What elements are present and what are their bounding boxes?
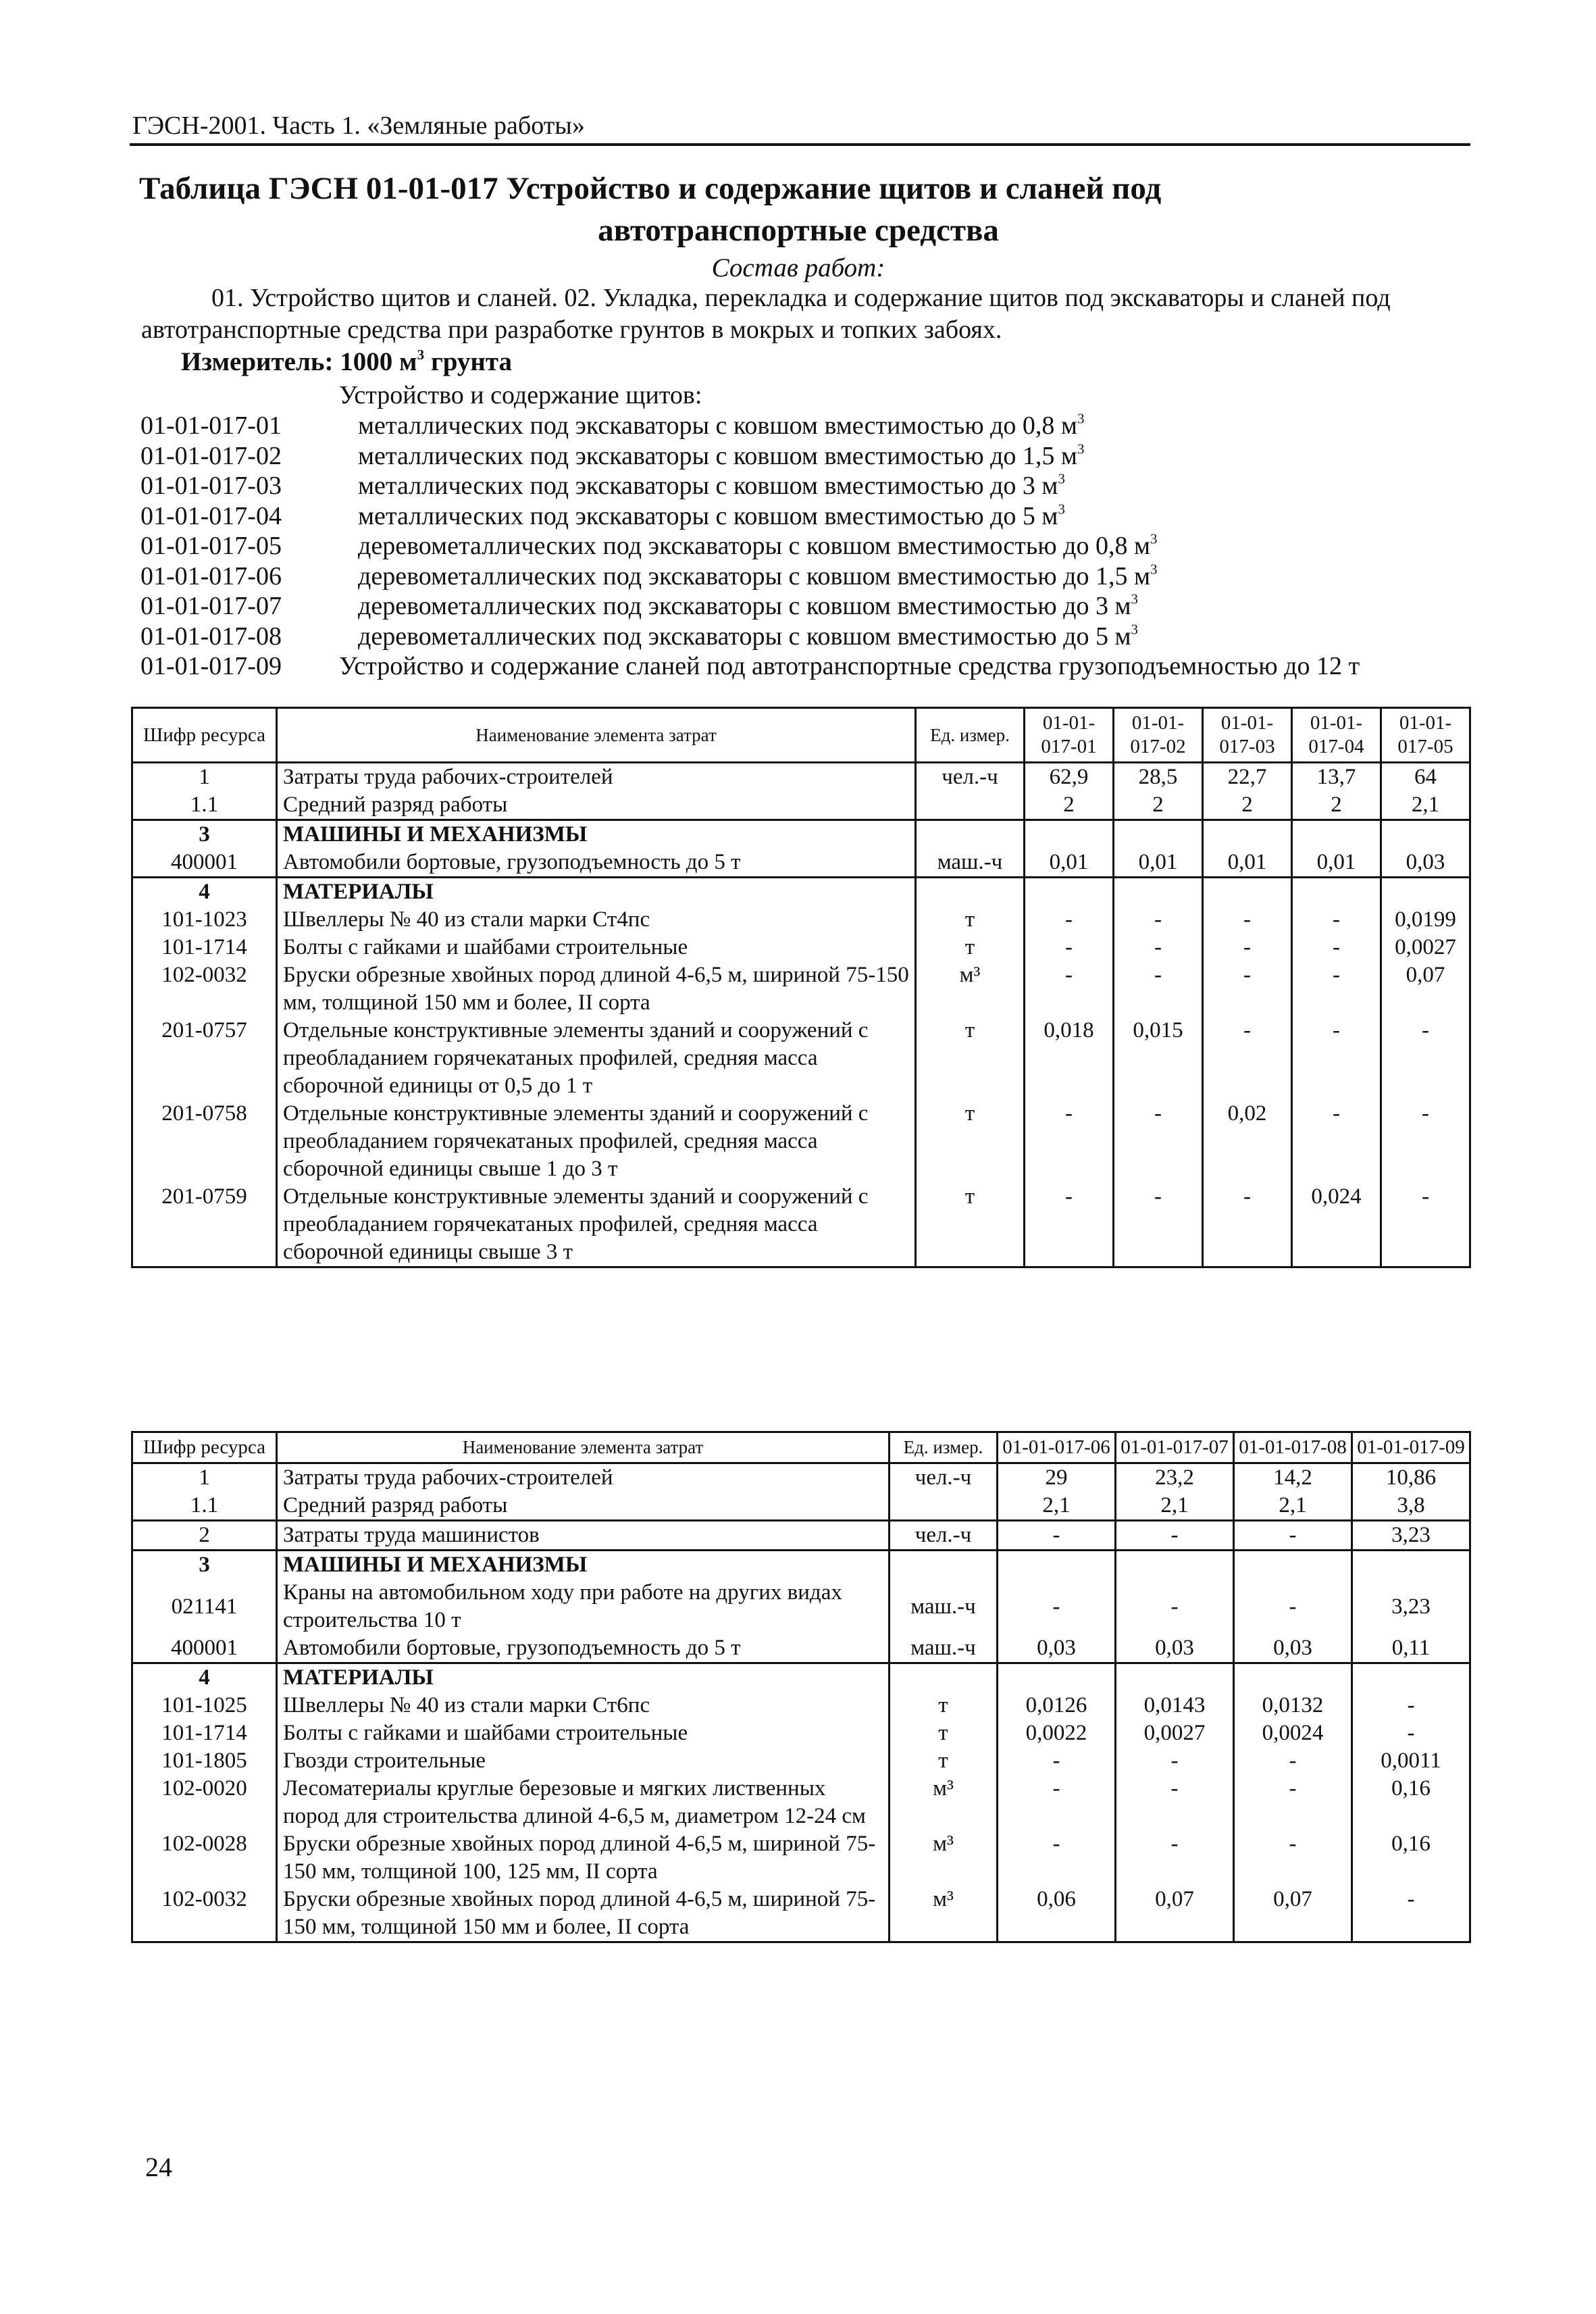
row-code: 101-1714 xyxy=(132,1719,277,1747)
row-code: 3 xyxy=(132,1551,277,1580)
code-list-desc-text: деревометаллических под экскаваторы с ковшом вместимостью до 0,8 м xyxy=(358,532,1150,560)
row-value: 0,0199 xyxy=(1381,906,1470,934)
code-list-item xyxy=(140,651,1471,682)
table-row xyxy=(132,1634,1470,1663)
row-value: - xyxy=(998,1579,1116,1634)
row-name: Бруски обрезные хвойных пород длиной 4-6,5 м, шириной 75-150 мм, толщиной 100, 125 мм, II сорта xyxy=(277,1830,890,1886)
row-value: 0,16 xyxy=(1352,1830,1470,1886)
row-value: - xyxy=(998,1747,1116,1775)
row-code: 101-1805 xyxy=(132,1747,277,1775)
code-list-desc xyxy=(358,531,1157,561)
resource-table-2 xyxy=(131,1431,1471,1943)
codes-heading: Устройство и содержание щитов: xyxy=(339,381,702,409)
row-value: - xyxy=(1381,1183,1470,1267)
code-list-code: 01-01-017-09 xyxy=(140,652,282,680)
row-unit xyxy=(916,878,1025,907)
row-unit: т xyxy=(916,906,1025,934)
row-value: - xyxy=(1025,1100,1114,1183)
row-value: - xyxy=(998,1521,1116,1551)
row-unit: чел.-ч xyxy=(890,1463,998,1492)
table-row xyxy=(132,1017,1470,1100)
table-row xyxy=(132,1663,1470,1692)
header-unit: Ед. измер. xyxy=(890,1432,998,1463)
code-list-desc xyxy=(358,622,1138,651)
table-title-line-2: автотранспортные средства xyxy=(598,213,999,248)
row-value: 2,1 xyxy=(1234,1492,1352,1521)
row-value: 0,11 xyxy=(1352,1634,1470,1663)
row-value: - xyxy=(1292,1017,1381,1100)
table-row xyxy=(132,1579,1470,1634)
code-list-code: 01-01-017-08 xyxy=(140,622,282,651)
code-list-desc-sup: 3 xyxy=(1131,590,1138,607)
row-value: 10,86 xyxy=(1352,1463,1470,1492)
meter-label: Измеритель: 1000 м xyxy=(181,347,417,376)
row-value: 2 xyxy=(1292,791,1381,820)
row-code: 201-0757 xyxy=(132,1017,277,1100)
row-value xyxy=(1116,1663,1234,1692)
row-value: 14,2 xyxy=(1234,1463,1352,1492)
header-column-code: 01-01-017-04 xyxy=(1292,708,1381,763)
row-value: 0,06 xyxy=(998,1886,1116,1942)
code-list-code: 01-01-017-02 xyxy=(140,441,282,470)
code-list-desc-text: Устройство и содержание сланей под автотранспортные средства грузоподъемностью до 12 т xyxy=(339,652,1360,680)
code-list-item xyxy=(140,471,1471,501)
row-value: 29 xyxy=(998,1463,1116,1492)
row-value: 64 xyxy=(1381,763,1470,792)
row-value xyxy=(1025,820,1114,849)
row-unit xyxy=(890,1663,998,1692)
row-value: 0,03 xyxy=(1381,849,1470,878)
code-list-desc-text: деревометаллических под экскаваторы с ковшом вместимостью до 1,5 м xyxy=(358,561,1150,590)
row-code: 021141 xyxy=(132,1579,277,1634)
row-unit: т xyxy=(916,1183,1025,1267)
row-code: 4 xyxy=(132,1663,277,1692)
table-row xyxy=(132,934,1470,961)
table-header-row xyxy=(132,708,1470,763)
row-name: Бруски обрезные хвойных пород длиной 4-6,5 м, шириной 75-150 мм, толщиной 150 мм и более, II сорта xyxy=(277,1886,890,1942)
code-list-item xyxy=(140,411,1471,441)
row-name: Затраты труда машинистов xyxy=(277,1521,890,1551)
table-row xyxy=(132,1775,1470,1830)
header-column-code: 01-01-017-09 xyxy=(1352,1432,1470,1463)
composition-body: 01. Устройство щитов и сланей. 02. Укладка, перекладка и содержание щитов под экскаваторы и сланей под автотранспортные средства при разработке грунтов в мокрых и топких забоях. xyxy=(141,284,1391,344)
row-unit: м³ xyxy=(916,961,1025,1017)
row-value: - xyxy=(1114,934,1203,961)
row-value: - xyxy=(1292,906,1381,934)
code-list-desc xyxy=(358,411,1084,441)
code-list-desc-text: металлических под экскаваторы с ковшом вместимостью до 5 м xyxy=(358,501,1058,530)
row-value: 0,024 xyxy=(1292,1183,1381,1267)
row-value: 0,03 xyxy=(1116,1634,1234,1663)
row-value: - xyxy=(1203,1017,1292,1100)
header-name: Наименование элемента затрат xyxy=(277,1432,890,1463)
code-list-desc xyxy=(339,651,1360,681)
code-list-desc-text: металлических под экскаваторы с ковшом вместимостью до 1,5 м xyxy=(358,441,1077,470)
row-value: 22,7 xyxy=(1203,763,1292,792)
row-value: 2,1 xyxy=(1381,791,1470,820)
code-list-desc-sup: 3 xyxy=(1077,440,1085,457)
row-name: МАШИНЫ И МЕХАНИЗМЫ xyxy=(277,1551,890,1580)
row-value: - xyxy=(998,1830,1116,1886)
header-rule xyxy=(130,143,1470,146)
row-value: 0,0143 xyxy=(1116,1692,1234,1719)
code-list-desc-text: деревометаллических под экскаваторы с ковшом вместимостью до 3 м xyxy=(358,592,1131,620)
row-value: - xyxy=(1234,1747,1352,1775)
row-value: 0,0132 xyxy=(1234,1692,1352,1719)
row-unit: т xyxy=(890,1719,998,1747)
table-row xyxy=(132,1747,1470,1775)
row-value: - xyxy=(1203,906,1292,934)
row-value: - xyxy=(1234,1579,1352,1634)
row-value: 2,1 xyxy=(1116,1492,1234,1521)
meter-suffix: грунта xyxy=(424,347,512,376)
row-value: - xyxy=(1234,1830,1352,1886)
row-value: - xyxy=(1292,1100,1381,1183)
row-unit xyxy=(916,820,1025,849)
row-value: 0,03 xyxy=(998,1634,1116,1663)
table-row xyxy=(132,763,1470,792)
running-header: ГЭСН-2001. Часть 1. «Земляные работы» xyxy=(132,111,585,140)
row-value xyxy=(1352,1551,1470,1580)
row-value: 2 xyxy=(1025,791,1114,820)
composition-text xyxy=(141,282,1468,346)
row-name: Швеллеры № 40 из стали марки Ст4пс xyxy=(277,906,916,934)
meter-line xyxy=(181,347,512,377)
row-value: 0,0024 xyxy=(1234,1719,1352,1747)
row-value: 0,01 xyxy=(1025,849,1114,878)
row-name: Автомобили бортовые, грузоподъемность до 5 т xyxy=(277,849,916,878)
row-name: Затраты труда рабочих-строителей xyxy=(277,1463,890,1492)
code-list-desc-sup: 3 xyxy=(1150,530,1158,547)
row-value: 62,9 xyxy=(1025,763,1114,792)
row-value: - xyxy=(1381,1017,1470,1100)
table-row xyxy=(132,820,1470,849)
row-value: 13,7 xyxy=(1292,763,1381,792)
code-list-item xyxy=(140,501,1471,532)
row-value xyxy=(1203,878,1292,907)
row-value: 0,07 xyxy=(1234,1886,1352,1942)
row-value xyxy=(1203,820,1292,849)
row-value: - xyxy=(1025,961,1114,1017)
table-header-row xyxy=(132,1432,1470,1463)
code-list-desc-sup: 3 xyxy=(1058,470,1065,487)
row-unit xyxy=(916,791,1025,820)
table-row xyxy=(132,1100,1470,1183)
row-value: - xyxy=(1116,1521,1234,1551)
row-unit: чел.-ч xyxy=(916,763,1025,792)
row-code: 101-1023 xyxy=(132,906,277,934)
row-value: - xyxy=(1025,906,1114,934)
row-value: 3,8 xyxy=(1352,1492,1470,1521)
code-list-desc xyxy=(358,561,1157,591)
row-unit: чел.-ч xyxy=(890,1521,998,1551)
row-unit: т xyxy=(916,934,1025,961)
header-column-code: 01-01-017-06 xyxy=(998,1432,1116,1463)
row-value: 0,0126 xyxy=(998,1692,1116,1719)
row-name: Средний разряд работы xyxy=(277,1492,890,1521)
code-list-desc-text: металлических под экскаваторы с ковшом вместимостью до 3 м xyxy=(358,472,1058,500)
table-row xyxy=(132,1551,1470,1580)
table-row xyxy=(132,791,1470,820)
table-row xyxy=(132,1830,1470,1886)
header-name: Наименование элемента затрат xyxy=(277,708,916,763)
header-code: Шифр ресурса xyxy=(132,708,277,763)
row-name: Швеллеры № 40 из стали марки Ст6пс xyxy=(277,1692,890,1719)
code-list-desc-text: деревометаллических под экскаваторы с ковшом вместимостью до 5 м xyxy=(358,622,1131,651)
row-value xyxy=(998,1551,1116,1580)
row-value: 0,07 xyxy=(1381,961,1470,1017)
row-code: 102-0020 xyxy=(132,1775,277,1830)
table-row xyxy=(132,961,1470,1017)
row-value: 2 xyxy=(1114,791,1203,820)
code-list-code: 01-01-017-04 xyxy=(140,501,282,530)
row-value: - xyxy=(1292,934,1381,961)
header-column-code: 01-01-017-01 xyxy=(1025,708,1114,763)
code-list xyxy=(140,411,1471,682)
table-row xyxy=(132,906,1470,934)
row-value xyxy=(1292,820,1381,849)
row-unit xyxy=(890,1551,998,1580)
row-unit xyxy=(890,1492,998,1521)
code-list-code: 01-01-017-07 xyxy=(140,592,282,620)
row-value xyxy=(1352,1663,1470,1692)
table-row xyxy=(132,1692,1470,1719)
row-value xyxy=(1234,1551,1352,1580)
row-value xyxy=(1025,878,1114,907)
resource-table-1 xyxy=(131,707,1471,1268)
row-unit: м³ xyxy=(890,1775,998,1830)
code-list-desc xyxy=(358,471,1065,501)
row-value xyxy=(1381,820,1470,849)
code-list-desc-text: металлических под экскаваторы с ковшом вместимостью до 0,8 м xyxy=(358,411,1077,440)
row-unit: м³ xyxy=(890,1830,998,1886)
row-value: - xyxy=(1203,1183,1292,1267)
code-list-item xyxy=(140,531,1471,561)
table-row xyxy=(132,1521,1470,1551)
row-name: Болты с гайками и шайбами строительные xyxy=(277,934,916,961)
row-code: 201-0758 xyxy=(132,1100,277,1183)
meter-sup: 3 xyxy=(417,346,425,363)
row-value xyxy=(1114,820,1203,849)
row-unit: маш.-ч xyxy=(890,1579,998,1634)
row-value: 0,0027 xyxy=(1381,934,1470,961)
header-column-code: 01-01-017-02 xyxy=(1114,708,1203,763)
code-list-item xyxy=(140,441,1471,472)
code-list-desc-sup: 3 xyxy=(1150,560,1158,577)
row-value: 0,018 xyxy=(1025,1017,1114,1100)
row-value: 0,03 xyxy=(1234,1634,1352,1663)
row-name: Автомобили бортовые, грузоподъемность до 5 т xyxy=(277,1634,890,1663)
header-column-code: 01-01-017-03 xyxy=(1203,708,1292,763)
header-column-code: 01-01-017-07 xyxy=(1116,1432,1234,1463)
code-list-item xyxy=(140,591,1471,622)
row-code: 1 xyxy=(132,1463,277,1492)
row-code: 102-0032 xyxy=(132,961,277,1017)
table-row xyxy=(132,1183,1470,1267)
row-value: - xyxy=(1114,1100,1203,1183)
page-number: 24 xyxy=(145,2152,172,2182)
row-value: - xyxy=(1114,1183,1203,1267)
row-value: - xyxy=(1352,1692,1470,1719)
row-value: 0,01 xyxy=(1114,849,1203,878)
row-code: 400001 xyxy=(132,849,277,878)
row-unit: т xyxy=(916,1100,1025,1183)
row-code: 4 xyxy=(132,878,277,907)
row-name: Средний разряд работы xyxy=(277,791,916,820)
row-value: - xyxy=(998,1775,1116,1830)
code-list-code: 01-01-017-03 xyxy=(140,472,282,500)
table-row xyxy=(132,1492,1470,1521)
row-value xyxy=(1292,878,1381,907)
row-value: 0,0027 xyxy=(1116,1719,1234,1747)
row-value: 0,01 xyxy=(1203,849,1292,878)
code-list-desc-sup: 3 xyxy=(1077,410,1085,427)
row-value: - xyxy=(1203,934,1292,961)
header-column-code: 01-01-017-08 xyxy=(1234,1432,1352,1463)
code-list-item xyxy=(140,622,1471,652)
row-value: 2,1 xyxy=(998,1492,1116,1521)
row-value: - xyxy=(1025,934,1114,961)
row-name: Лесоматериалы круглые березовые и мягких лиственных пород для строительства длиной 4-6,5 м, диаметром 12-24 см xyxy=(277,1775,890,1830)
row-code: 201-0759 xyxy=(132,1183,277,1267)
row-unit: м³ xyxy=(890,1886,998,1942)
row-value: - xyxy=(1114,906,1203,934)
row-value: 0,0022 xyxy=(998,1719,1116,1747)
code-list-code: 01-01-017-06 xyxy=(140,561,282,590)
table-row xyxy=(132,878,1470,907)
row-value xyxy=(1234,1663,1352,1692)
row-value: 28,5 xyxy=(1114,763,1203,792)
row-code: 400001 xyxy=(132,1634,277,1663)
row-value: - xyxy=(1381,1100,1470,1183)
code-list-desc-sup: 3 xyxy=(1131,620,1138,637)
row-unit: т xyxy=(890,1747,998,1775)
row-value: - xyxy=(1116,1747,1234,1775)
row-code: 2 xyxy=(132,1521,277,1551)
row-unit: т xyxy=(916,1017,1025,1100)
row-value: 0,02 xyxy=(1203,1100,1292,1183)
row-value: - xyxy=(1352,1886,1470,1942)
row-code: 3 xyxy=(132,820,277,849)
row-value xyxy=(1116,1551,1234,1580)
row-unit: маш.-ч xyxy=(890,1634,998,1663)
header-column-code: 01-01-017-05 xyxy=(1381,708,1470,763)
row-value: 0,0011 xyxy=(1352,1747,1470,1775)
row-name: Гвозди строительные xyxy=(277,1747,890,1775)
code-list-item xyxy=(140,561,1471,592)
header-code: Шифр ресурса xyxy=(132,1432,277,1463)
header-unit: Ед. измер. xyxy=(916,708,1025,763)
row-code: 101-1025 xyxy=(132,1692,277,1719)
row-value: 3,23 xyxy=(1352,1521,1470,1551)
row-code: 1 xyxy=(132,763,277,792)
table-row xyxy=(132,1463,1470,1492)
table-row xyxy=(132,849,1470,878)
row-value: 0,01 xyxy=(1292,849,1381,878)
row-name: Затраты труда рабочих-строителей xyxy=(277,763,916,792)
row-value: - xyxy=(1203,961,1292,1017)
table-title xyxy=(130,168,1467,251)
row-code: 102-0032 xyxy=(132,1886,277,1942)
row-unit: маш.-ч xyxy=(916,849,1025,878)
row-name: Отдельные конструктивные элементы зданий и сооружений с преобладанием горячекатаных профилей, средняя масса сборочной единицы от 0,5 до 1 т xyxy=(277,1017,916,1100)
row-name: МАТЕРИАЛЫ xyxy=(277,1663,890,1692)
row-name: Бруски обрезные хвойных пород длиной 4-6,5 м, шириной 75-150 мм, толщиной 150 мм и более, II сорта xyxy=(277,961,916,1017)
row-unit: т xyxy=(890,1692,998,1719)
code-list-desc xyxy=(358,441,1084,471)
row-value xyxy=(1381,878,1470,907)
code-list-code: 01-01-017-05 xyxy=(140,532,282,560)
row-value: - xyxy=(1292,961,1381,1017)
code-list-desc xyxy=(358,501,1065,531)
row-value: 3,23 xyxy=(1352,1579,1470,1634)
row-name: Отдельные конструктивные элементы зданий и сооружений с преобладанием горячекатаных профилей, средняя масса сборочной единицы свыше 3 т xyxy=(277,1183,916,1267)
row-name: Отдельные конструктивные элементы зданий и сооружений с преобладанием горячекатаных профилей, средняя масса сборочной единицы свыше 1 до 3 т xyxy=(277,1100,916,1183)
row-value: - xyxy=(1114,961,1203,1017)
row-code: 1.1 xyxy=(132,791,277,820)
table-row xyxy=(132,1719,1470,1747)
code-list-code: 01-01-017-01 xyxy=(140,411,282,440)
row-code: 102-0028 xyxy=(132,1830,277,1886)
table-row xyxy=(132,1886,1470,1942)
row-value: - xyxy=(1234,1775,1352,1830)
row-value xyxy=(1114,878,1203,907)
row-code: 101-1714 xyxy=(132,934,277,961)
row-value: - xyxy=(1116,1579,1234,1634)
row-value: 2 xyxy=(1203,791,1292,820)
row-code: 1.1 xyxy=(132,1492,277,1521)
table-title-line-1: Таблица ГЭСН 01-01-017 Устройство и содержание щитов и сланей под xyxy=(139,171,1162,206)
row-value: 0,015 xyxy=(1114,1017,1203,1100)
row-value: - xyxy=(1352,1719,1470,1747)
row-value: 0,07 xyxy=(1116,1886,1234,1942)
code-list-desc xyxy=(358,591,1138,621)
row-value: - xyxy=(1116,1830,1234,1886)
row-value: - xyxy=(1234,1521,1352,1551)
row-name: Краны на автомобильном ходу при работе на других видах строительства 10 т xyxy=(277,1579,890,1634)
row-name: Болты с гайками и шайбами строительные xyxy=(277,1719,890,1747)
row-value xyxy=(998,1663,1116,1692)
row-value: 23,2 xyxy=(1116,1463,1234,1492)
row-name: МАТЕРИАЛЫ xyxy=(277,878,916,907)
code-list-desc-sup: 3 xyxy=(1058,500,1065,517)
row-name: МАШИНЫ И МЕХАНИЗМЫ xyxy=(277,820,916,849)
row-value: - xyxy=(1025,1183,1114,1267)
composition-label: Состав работ: xyxy=(711,253,885,282)
row-value: - xyxy=(1116,1775,1234,1830)
row-value: 0,16 xyxy=(1352,1775,1470,1830)
